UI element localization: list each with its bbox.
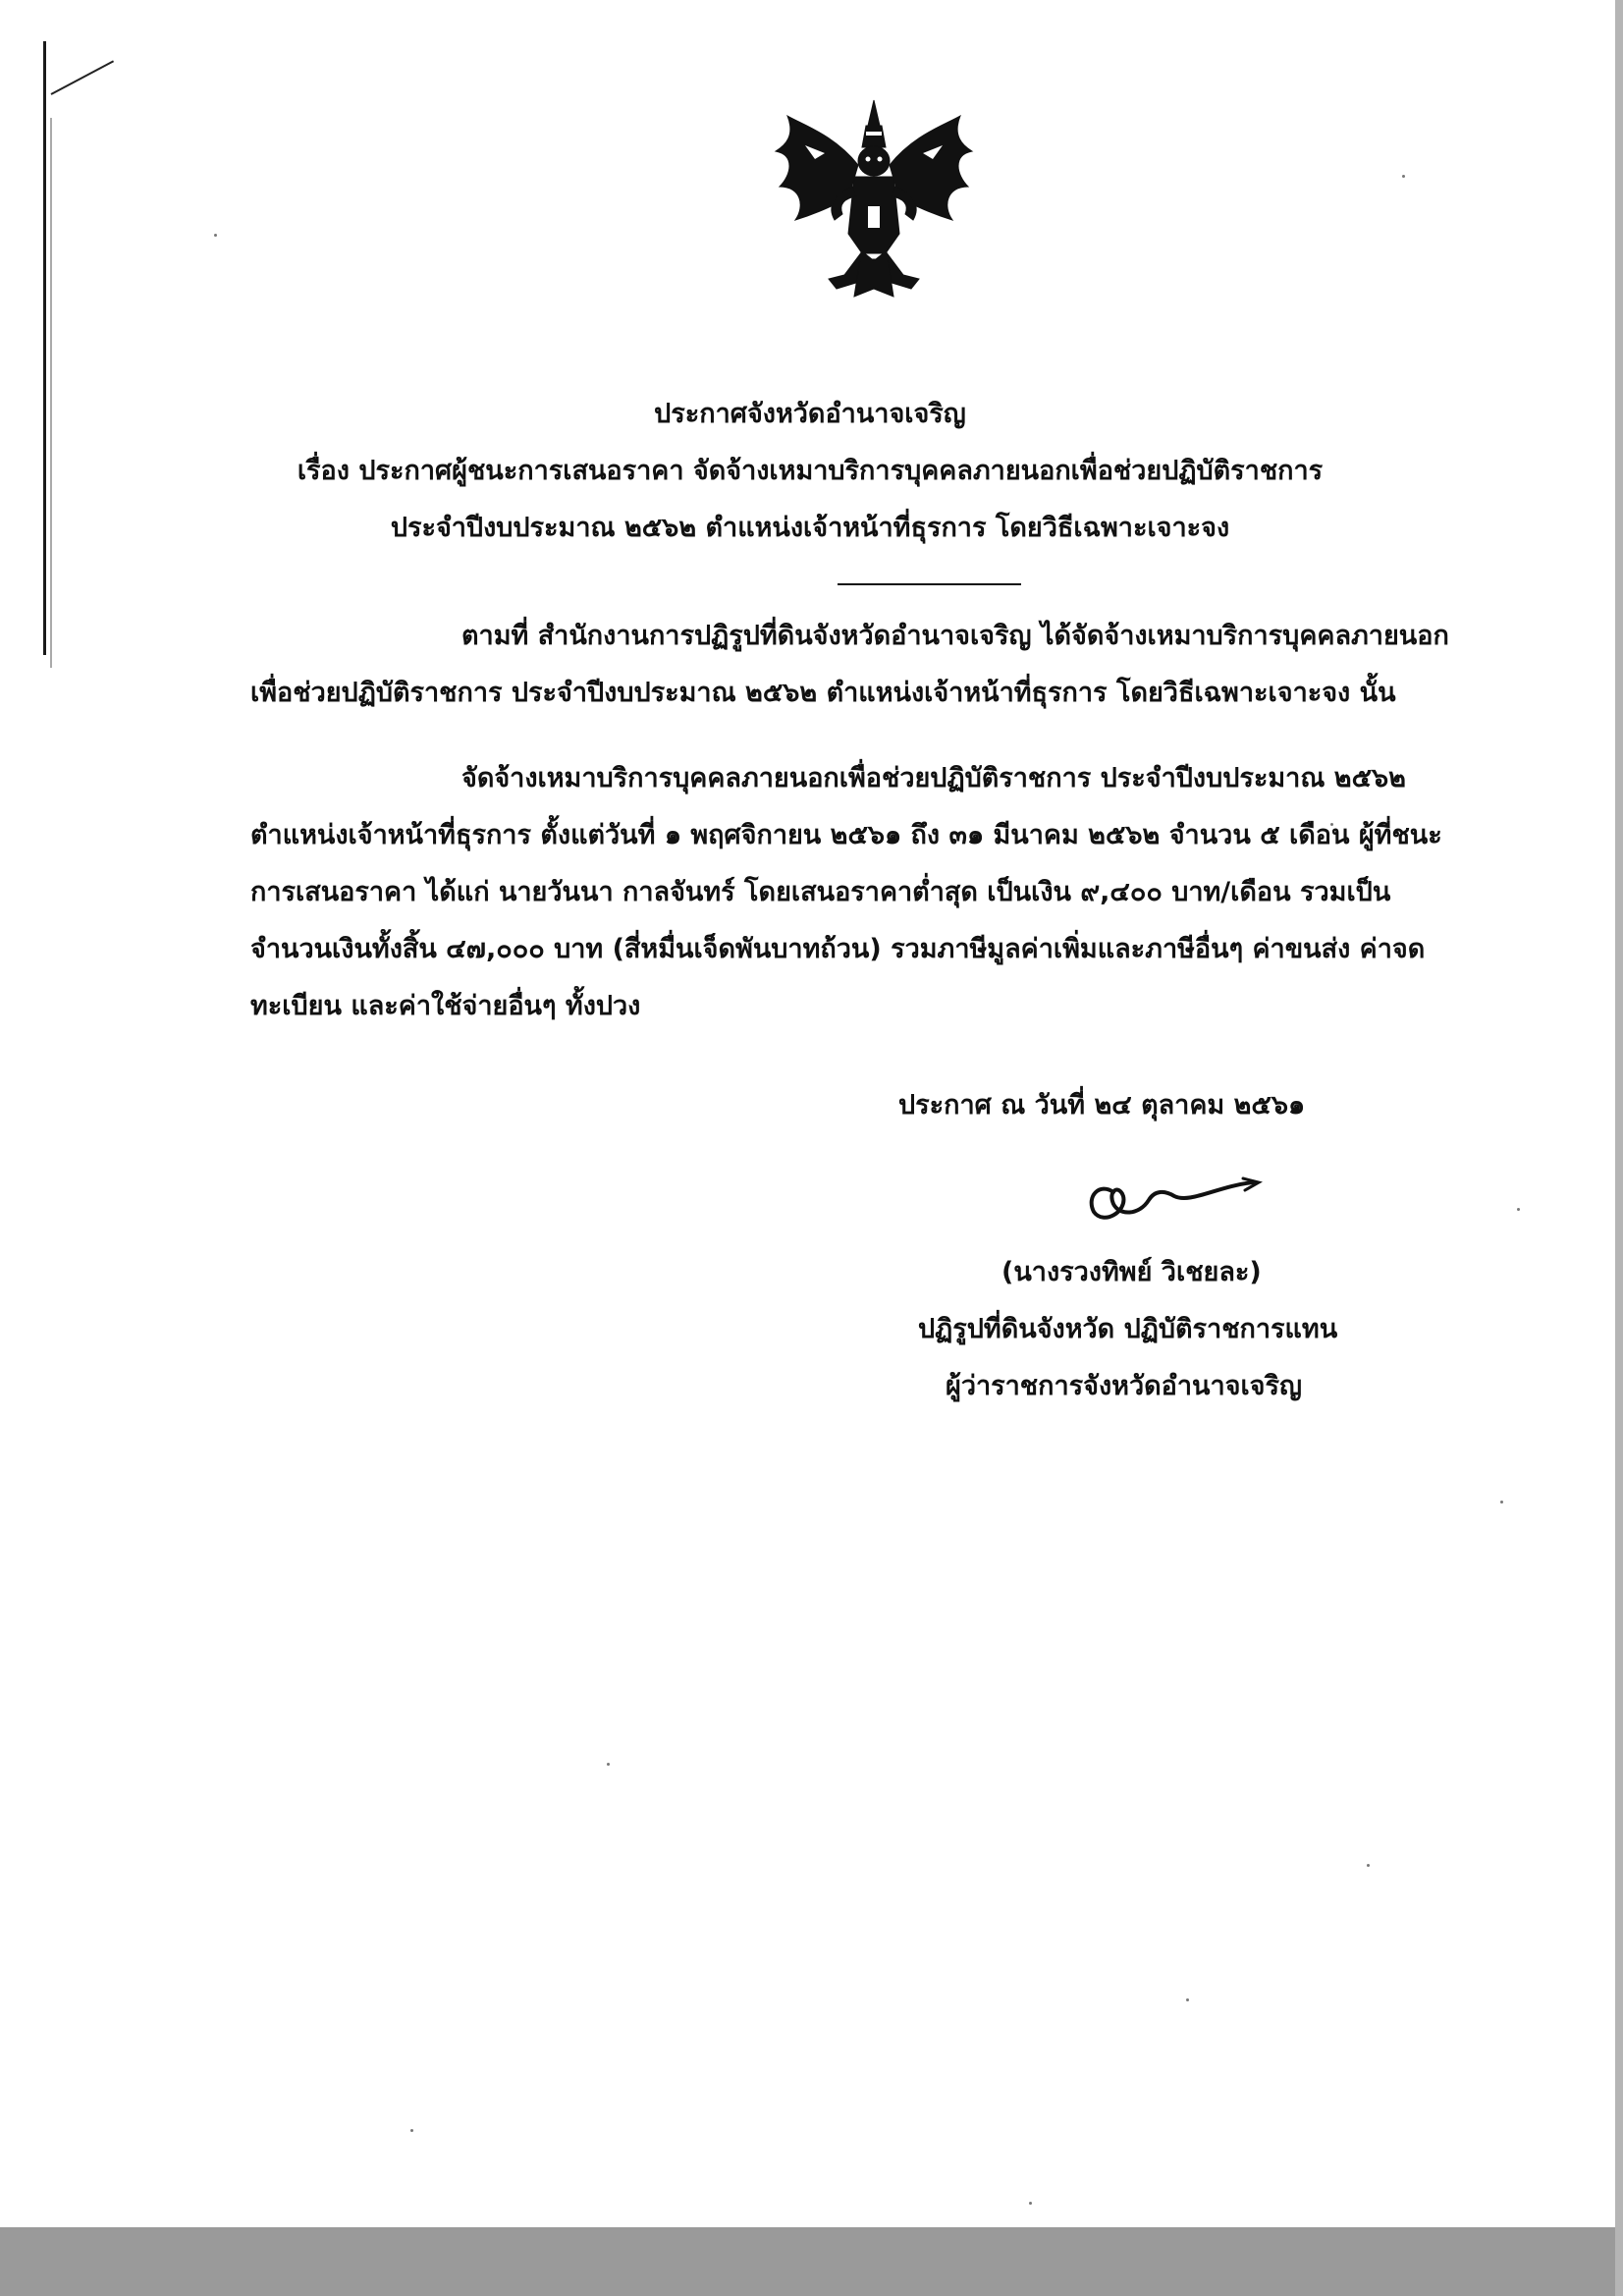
announcement-date: ประกาศ ณ วันที่ ๒๔ ตุลาคม ๒๕๖๑ — [898, 1090, 1306, 1121]
paragraph-1-line: ตามที่ สำนักงานการปฏิรูปที่ดินจังหวัดอำนาจเจริญ ได้จัดจ้างเหมาบริการบุคคลภายนอก — [461, 621, 1449, 651]
scan-speck — [1367, 1864, 1370, 1867]
paragraph-1-line: เพื่อช่วยปฏิบัติราชการ ประจำปีงบประมาณ ๒๕๖๒ ตำแหน่งเจ้าหน้าที่ธุรการ โดยวิธีเฉพาะเจาะจง นั้น — [250, 678, 1396, 708]
scan-speck — [1517, 1208, 1520, 1211]
signer-name: (นางรวงทิพย์ วิเชยละ) — [1001, 1257, 1262, 1287]
scan-speck — [1402, 175, 1405, 178]
signer-authority: ผู้ว่าราชการจังหวัดอำนาจเจริญ — [946, 1371, 1303, 1401]
handwritten-signature — [1080, 1157, 1267, 1226]
announcement-subject-line-2: ประจำปีงบประมาณ ๒๕๖๒ ตำแหน่งเจ้าหน้าที่ธุรการ โดยวิธีเฉพาะเจาะจง — [390, 513, 1230, 543]
announcement-title: ประกาศจังหวัดอำนาจเจริญ — [654, 399, 966, 429]
scan-speck — [1186, 1998, 1189, 2001]
garuda-emblem-icon — [766, 96, 982, 302]
scan-right-border — [1615, 0, 1623, 2296]
announcement-subject: เรื่อง ประกาศผู้ชนะการเสนอราคา จัดจ้างเหมาบริการบุคคลภายนอกเพื่อช่วยปฏิบัติราชการ — [297, 456, 1324, 486]
paragraph-2-line: จำนวนเงินทั้งสิ้น ๔๗,๐๐๐ บาท (สี่หมื่นเจ็ดพันบาทถ้วน) รวมภาษีมูลค่าเพิ่มและภาษีอื่นๆ ค่าขนส่ง ค่าจด — [250, 934, 1426, 964]
scan-speck — [1500, 1501, 1503, 1503]
paragraph-2-line: ตำแหน่งเจ้าหน้าที่ธุรการ ตั้งแต่วันที่ ๑ พฤศจิกายน ๒๕๖๑ ถึง ๓๑ มีนาคม ๒๕๖๒ จำนวน ๕ เดือน ผู้ที่ชนะ — [250, 820, 1442, 850]
scan-bottom-border — [0, 2227, 1623, 2296]
paragraph-2-line: การเสนอราคา ได้แก่ นายวันนา กาลจันทร์ โดยเสนอราคาต่ำสุด เป็นเงิน ๙,๔๐๐ บาท/เดือน รวมเป็น — [250, 877, 1391, 907]
scan-pen-mark — [51, 60, 115, 95]
paragraph-2-line: จัดจ้างเหมาบริการบุคคลภายนอกเพื่อช่วยปฏิบัติราชการ ประจำปีงบประมาณ ๒๕๖๒ — [461, 763, 1406, 793]
scan-speck — [214, 234, 217, 237]
scan-speck — [607, 1763, 610, 1766]
heading-divider — [838, 583, 1021, 585]
scan-edge-shadow — [50, 118, 52, 668]
signer-position: ปฏิรูปที่ดินจังหวัด ปฏิบัติราชการแทน — [918, 1314, 1338, 1344]
scan-speck — [1029, 2202, 1032, 2205]
scan-speck — [410, 2129, 413, 2132]
paragraph-2-line: ทะเบียน และค่าใช้จ่ายอื่นๆ ทั้งปวง — [250, 991, 641, 1021]
scan-edge-line — [43, 41, 46, 655]
